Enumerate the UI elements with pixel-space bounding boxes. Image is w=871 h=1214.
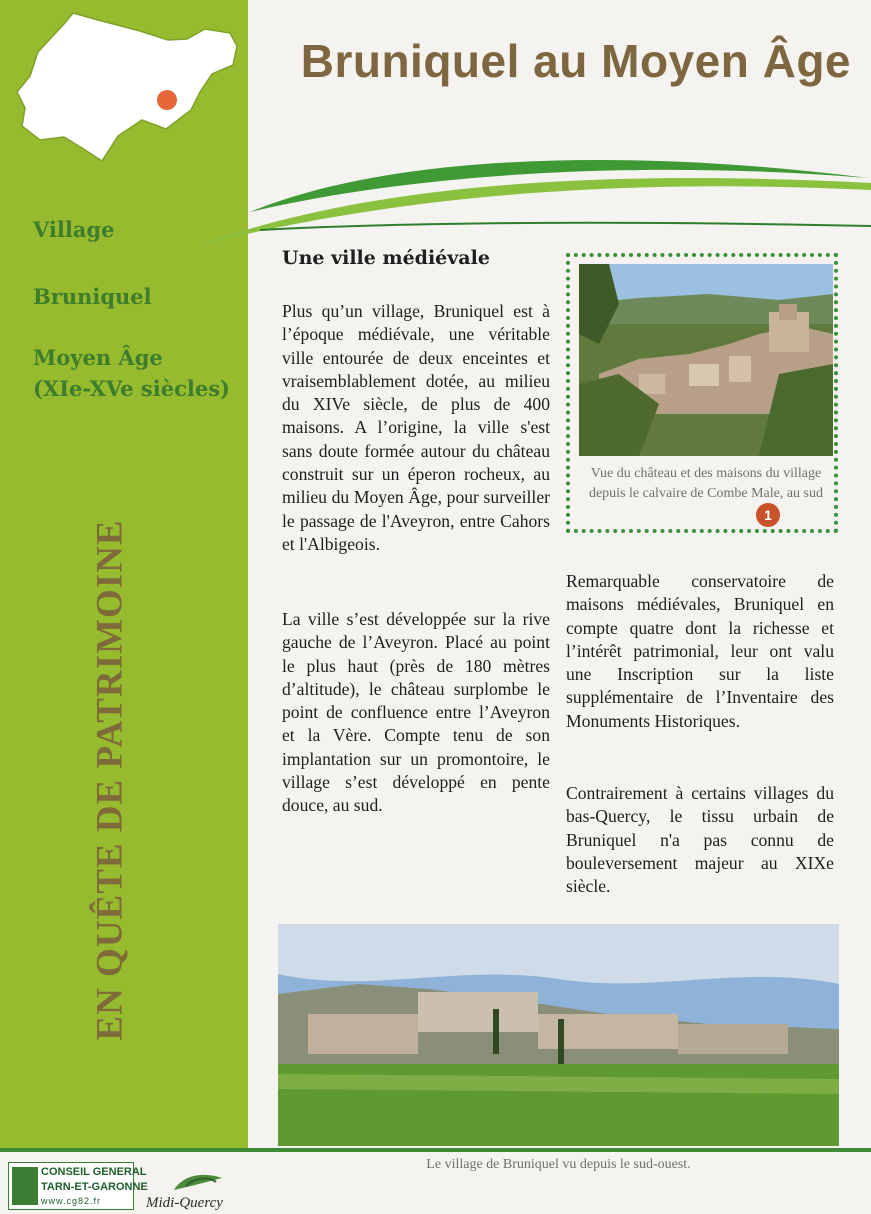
village-photo <box>278 924 839 1146</box>
cg-logo-line-2: TARN-ET-GARONNE <box>41 1181 148 1193</box>
cg-logo-mark-icon <box>12 1167 38 1205</box>
tarn-et-garonne-map-icon <box>0 0 248 170</box>
sidebar-label-centuries: (XIe-XVe siècles) <box>33 376 230 401</box>
footer-divider <box>0 1148 871 1152</box>
paragraph-3: Remarquable conservatoire de maisons médiévales, Bruniquel en compte quatre dont la richesse et l’intérêt patrimonial, leur ont valu une Inscription sur la liste supplémentaire de l’Inventaire des Monuments Historiques. <box>566 571 834 731</box>
vertical-title-wrap <box>85 460 135 1100</box>
sidebar-label-bruniquel: Bruniquel <box>33 284 152 309</box>
sidebar-label-period: Moyen Âge <box>33 345 163 370</box>
midi-quercy-logo-text: Midi-Quercy <box>146 1195 223 1211</box>
sidebar-label-village: Village <box>33 217 115 242</box>
midi-quercy-logo <box>146 1168 246 1214</box>
page-title: Bruniquel au Moyen Âge <box>300 35 851 87</box>
paragraph-4: Contrairement à certains villages du bas-Quercy, le tissu urbain de Bruniquel n'a pas connu de bouleversement majeur au XIXe siècle. <box>566 783 834 897</box>
location-dot-icon <box>157 90 177 110</box>
castle-photo <box>579 264 833 456</box>
cg-logo-line-1: CONSEIL GENERAL <box>41 1166 147 1178</box>
marker-badge: 1 <box>756 503 780 527</box>
section-heading: Une ville médiévale <box>282 247 490 269</box>
village-photo-caption: Le village de Bruniquel vu depuis le sud-ouest. <box>426 1157 691 1172</box>
leaf-icon <box>164 1168 234 1198</box>
castle-photo-frame <box>566 253 838 533</box>
collection-title: EN QUÊTE DE PATRIMOINE <box>89 519 131 1041</box>
conseil-general-logo <box>8 1162 148 1210</box>
cg-logo-url: www.cg82.fr <box>41 1196 102 1206</box>
castle-photo-caption: Vue du château et des maisons du village depuis le calvaire de Combe Male, au sud <box>588 466 824 501</box>
paragraph-2: La ville s’est développée sur la rive gauche de l’Aveyron. Placé au point le plus haut (près de 180 mètres d’altitude), le château surplombe le point de confluence entre l’Aveyron et la Vère. Compte tenu de son implantation sur un promontoire, le village s’est développé en pente douce, au sud. <box>282 609 550 816</box>
paragraph-1: Plus qu’un village, Bruniquel est à l’époque médiévale, une véritable ville entourée de deux enceintes et vraisemblablement dotée, au milieu du XIVe siècle, de plus de 400 maisons. A l’origine, la ville s'est sans doute formée autour du château construit sur un éperon rocheux, au milieu du Moyen Âge, pour surveiller le passage de l'Aveyron, entre Cahors et l'Albigeois. <box>282 301 550 554</box>
decorative-swoosh <box>200 150 871 250</box>
